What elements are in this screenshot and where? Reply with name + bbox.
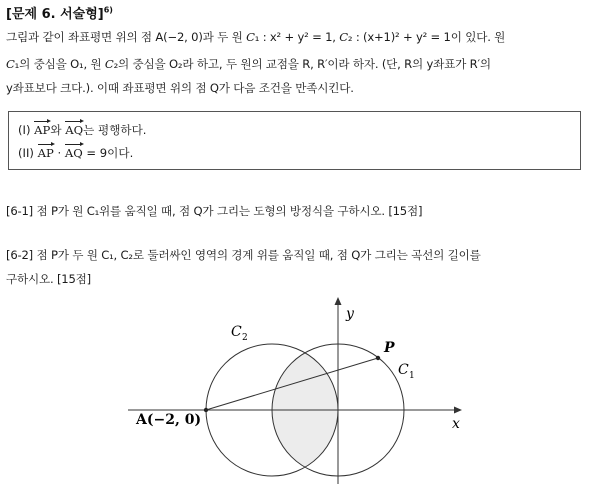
- intro-text: y좌표보다 크다.). 이때 좌표평면 위의 점 Q가 다음 조건을 만족시킨다.: [6, 81, 354, 95]
- circle-c1-equation: ₁ : x² + y² = 1,: [254, 30, 340, 44]
- intro-text: 그림과 같이 좌표평면 위의 점 A(−2, 0)과 두 원: [6, 30, 247, 44]
- problem-6-1: [6-1] 점 P가 원 C₁위를 움직일 때, 점 Q가 그리는 도형의 방정식을 구하시오. [15점]: [6, 204, 423, 218]
- intro-text: ₁의 중심을 O₁, 원: [14, 57, 105, 71]
- circle-c1-label-subscript: 1: [409, 371, 415, 381]
- vector-ap: AP: [37, 146, 54, 160]
- point-p-label: P: [384, 340, 395, 356]
- circle-c1-symbol: C: [6, 57, 15, 71]
- condition-number: (II): [18, 146, 38, 160]
- circle-c2-label-subscript: 2: [242, 333, 248, 343]
- problem-6-2-line-1: [6-2] 점 P가 두 원 C₁, C₂로 둘러싸인 영역의 경계 위를 움직일 때, 점 Q가 그리는 곡선의 길이를: [6, 248, 481, 262]
- condition-number: (I): [18, 123, 35, 137]
- dot-product-symbol: ·: [53, 146, 65, 160]
- condition-text: = 9이다.: [82, 146, 134, 160]
- circle-c2-symbol: C: [104, 57, 114, 71]
- circle-c2-label: C: [231, 324, 242, 340]
- condition-text: 는 평행하다.: [83, 123, 147, 137]
- circle-c1-symbol: C: [246, 30, 255, 44]
- problem-6-2-line-2: 구하시오. [15점]: [6, 272, 91, 286]
- x-axis-label: x: [452, 416, 460, 432]
- problem-title-text: [문제 6. 서술형]: [6, 7, 104, 22]
- condition-text: 와: [50, 123, 66, 137]
- footnote-marker: 6): [103, 5, 113, 15]
- vector-aq: AQ: [65, 123, 84, 137]
- point-a-label: A(−2, 0): [136, 412, 202, 428]
- circle-c1-label: C: [398, 362, 409, 378]
- vector-aq: AQ: [64, 146, 83, 160]
- y-axis-label: y: [346, 306, 354, 322]
- y-axis-arrow: [335, 297, 342, 305]
- circle-c2-equation: ₂ : (x+1)² + y² = 1이 있다. 원: [347, 30, 506, 44]
- point-a: [204, 408, 208, 412]
- intro-text: ₂의 중심을 O₂라 하고, 두 원의 교점을 R, R′이라 하자. (단, R의 y좌표가 R′의: [113, 57, 491, 71]
- circle-c2-symbol: C: [339, 30, 348, 44]
- point-p: [376, 356, 380, 360]
- vector-ap: AP: [34, 123, 51, 137]
- x-axis-arrow: [454, 407, 462, 414]
